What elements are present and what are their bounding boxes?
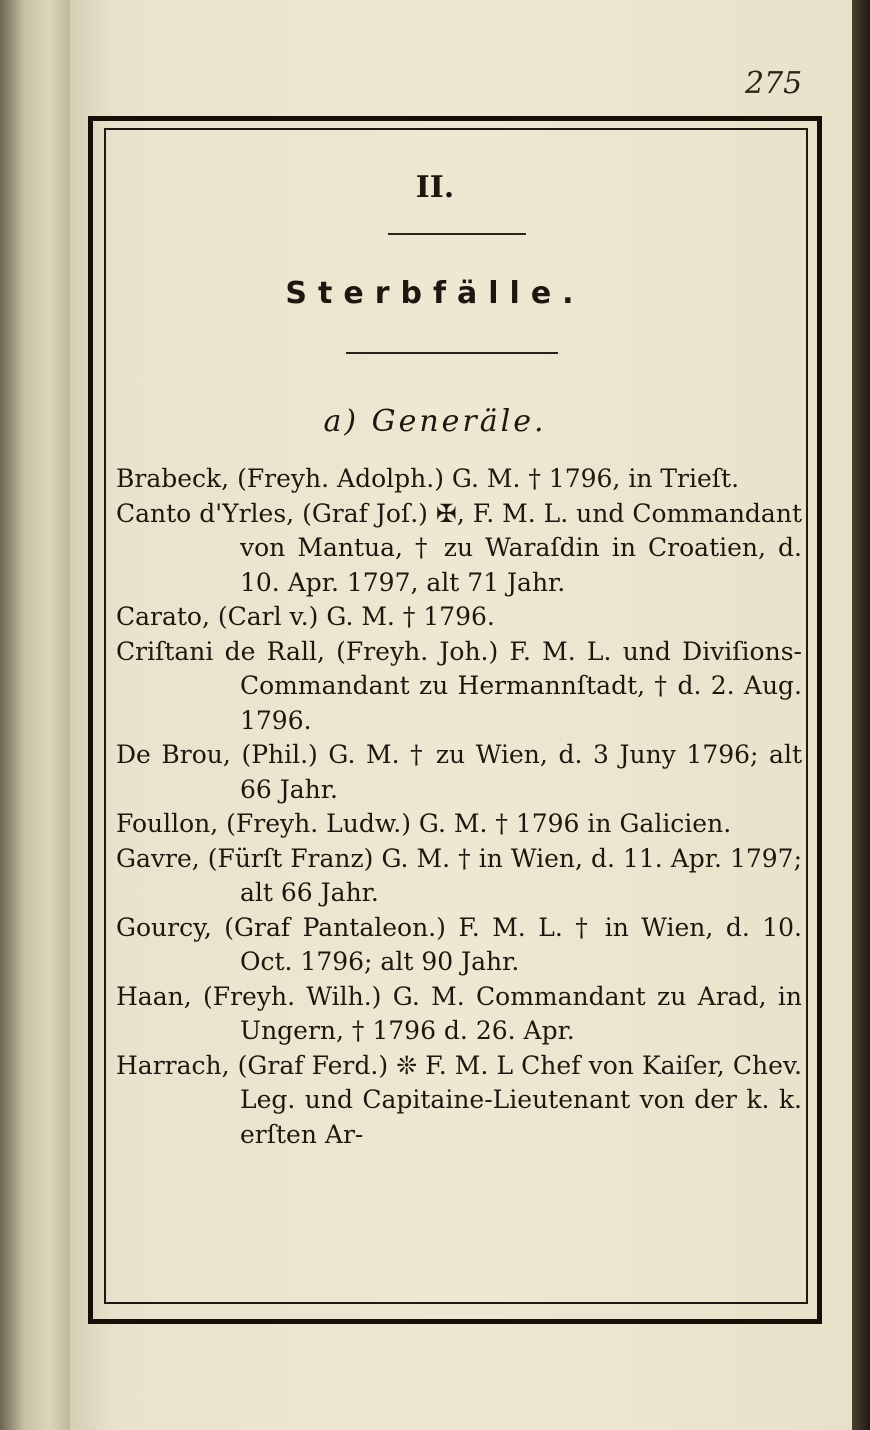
list-item: Harrach, (Graf Ferd.) ❊ F. M. L Chef von Kaiſer, Chev. Leg. und Capitaine-Lieutenant von der k. k. erſten Ar- bbox=[116, 1050, 802, 1149]
list-item: De Brou, (Phil.) G. M. † zu Wien, d. 3 Juny 1796; alt 66 Jahr. bbox=[116, 740, 802, 804]
list-item: Criſtani de Rall, (Freyh. Joh.) F. M. L. und Diviſions-Commandant zu Hermannſtadt, † d. 2. Aug. 1796. bbox=[116, 636, 802, 735]
list-item: Canto d'Yrles, (Graf Joſ.) ✠, F. M. L. und Commandant von Mantua, † zu Waraſdin in Croatien, d. 10. Apr. 1797, alt 71 Jahr. bbox=[116, 498, 802, 597]
subsection-title: a) Generäle. bbox=[323, 404, 547, 439]
page-number: 275 bbox=[745, 66, 803, 101]
list-item: Haan, (Freyh. Wilh.) G. M. Commandant zu Arad, in Ungern, † 1796 d. 26. Apr. bbox=[116, 981, 802, 1045]
section-title: Sterbfälle. bbox=[285, 276, 585, 311]
obituary-list bbox=[116, 462, 802, 1152]
list-item: Brabeck, (Freyh. Adolph.) G. M. † 1796, in Trieſt. bbox=[116, 464, 740, 493]
list-item: Gavre, (Fürſt Franz) G. M. † in Wien, d. 11. Apr. 1797; alt 66 Jahr. bbox=[116, 843, 802, 907]
list-item: Foullon, (Freyh. Ludw.) G. M. † 1796 in Galicien. bbox=[116, 809, 732, 838]
page-shadow bbox=[852, 0, 870, 1430]
adjacent-page-edge bbox=[0, 0, 70, 1430]
divider-rule bbox=[388, 233, 526, 235]
list-item: Gourcy, (Graf Pantaleon.) F. M. L. † in Wien, d. 10. Oct. 1796; alt 90 Jahr. bbox=[116, 912, 802, 976]
list-item: Carato, (Carl v.) G. M. † 1796. bbox=[116, 602, 495, 631]
section-number: II. bbox=[415, 170, 455, 205]
divider-rule bbox=[346, 352, 558, 354]
